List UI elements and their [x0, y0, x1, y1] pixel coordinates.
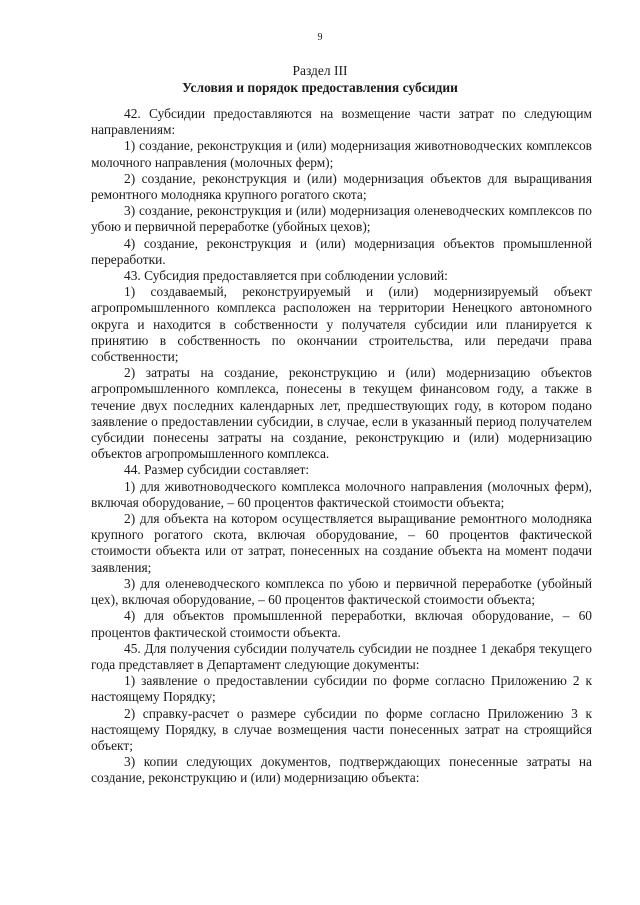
- page-number: 9: [317, 32, 323, 43]
- section-subtitle: Условия и порядок предоставления субсидии: [182, 80, 458, 95]
- paragraph-42-item-2: 2) создание, реконструкция и (или) модернизация объектов для выращивания ремонтного молодняка крупного рогатого скота;: [91, 170, 592, 203]
- paragraph-43-item-1: 1) создаваемый, реконструируемый и (или) модернизируемый объект агропромышленного комплекса расположен на территории Ненецкого автономного округа и находится в собственности у получателя субсидии или планируется к принятию в собственность по окончании строительства, или передачи права собственности;: [91, 284, 592, 365]
- paragraph-43-item-2: 2) затраты на создание, реконструкцию и (или) модернизацию объектов агропромышленного комплекса, понесены в текущем финансовом году, а также в течение двух последних календарных лет, предшествующих году, в котором подано заявление о предоставлении субсидии, в случае, если в указанный период получателем субсидии понесены затраты на создание, реконструкцию и (или) модернизацию объектов агропромышленного комплекса.: [91, 365, 592, 462]
- paragraph-42-item-1: 1) создание, реконструкция и (или) модернизация животноводческих комплексов молочного направления (молочных ферм);: [91, 138, 592, 170]
- paragraph-44-item-3: 3) для оленеводческого комплекса по убою и первичной переработке (убойный цех), включая оборудование, – 60 процентов фактической стоимости объекта;: [91, 575, 592, 608]
- paragraph-44: 44. Размер субсидии составляет:: [124, 462, 310, 478]
- paragraph-45-item-3: 3) копии следующих документов, подтверждающих понесенные затраты на создание, реконструкцию и (или) модернизацию объекта:: [91, 754, 592, 786]
- section-title: Раздел III: [292, 63, 348, 78]
- paragraph-45: 45. Для получения субсидии получатель субсидии не позднее 1 декабря текущего года представляет в Департамент следующие документы:: [91, 640, 592, 672]
- paragraph-44-item-2: 2) для объекта на котором осуществляется выращивание ремонтного молодняка крупного рогатого скота, включая оборудование, – 60 процентов фактической стоимости объекта или от затрат, понесенных на создание объекта на момент подачи заявления;: [91, 511, 592, 575]
- paragraph-45-item-1: 1) заявление о предоставлении субсидии по форме согласно Приложению 2 к настоящему Порядку;: [91, 673, 592, 705]
- paragraph-42-item-4: 4) создание, реконструкция и (или) модернизация объектов промышленной переработки.: [91, 235, 592, 267]
- paragraph-43: 43. Субсидия предоставляется при соблюдении условий:: [124, 268, 448, 284]
- paragraph-44-item-1: 1) для животноводческого комплекса молочного направления (молочных ферм), включая оборудование, – 60 процентов фактической стоимости объекта;: [91, 478, 592, 510]
- document-body: [91, 106, 592, 787]
- paragraph-42-item-3: 3) создание, реконструкция и (или) модернизация оленеводческих комплексов по убою и первичной переработке (убойных цехов);: [91, 203, 592, 235]
- paragraph-45-item-2: 2) справку-расчет о размере субсидии по форме согласно Приложению 3 к настоящему Порядку, в случае возмещения части понесенных затрат на строящийся объект;: [91, 705, 592, 753]
- paragraph-42: 42. Субсидии предоставляются на возмещение части затрат по следующим направлениям:: [91, 106, 592, 138]
- paragraph-44-item-4: 4) для объектов промышленной переработки, включая оборудование, – 60 процентов фактической стоимости объекта.: [91, 608, 592, 640]
